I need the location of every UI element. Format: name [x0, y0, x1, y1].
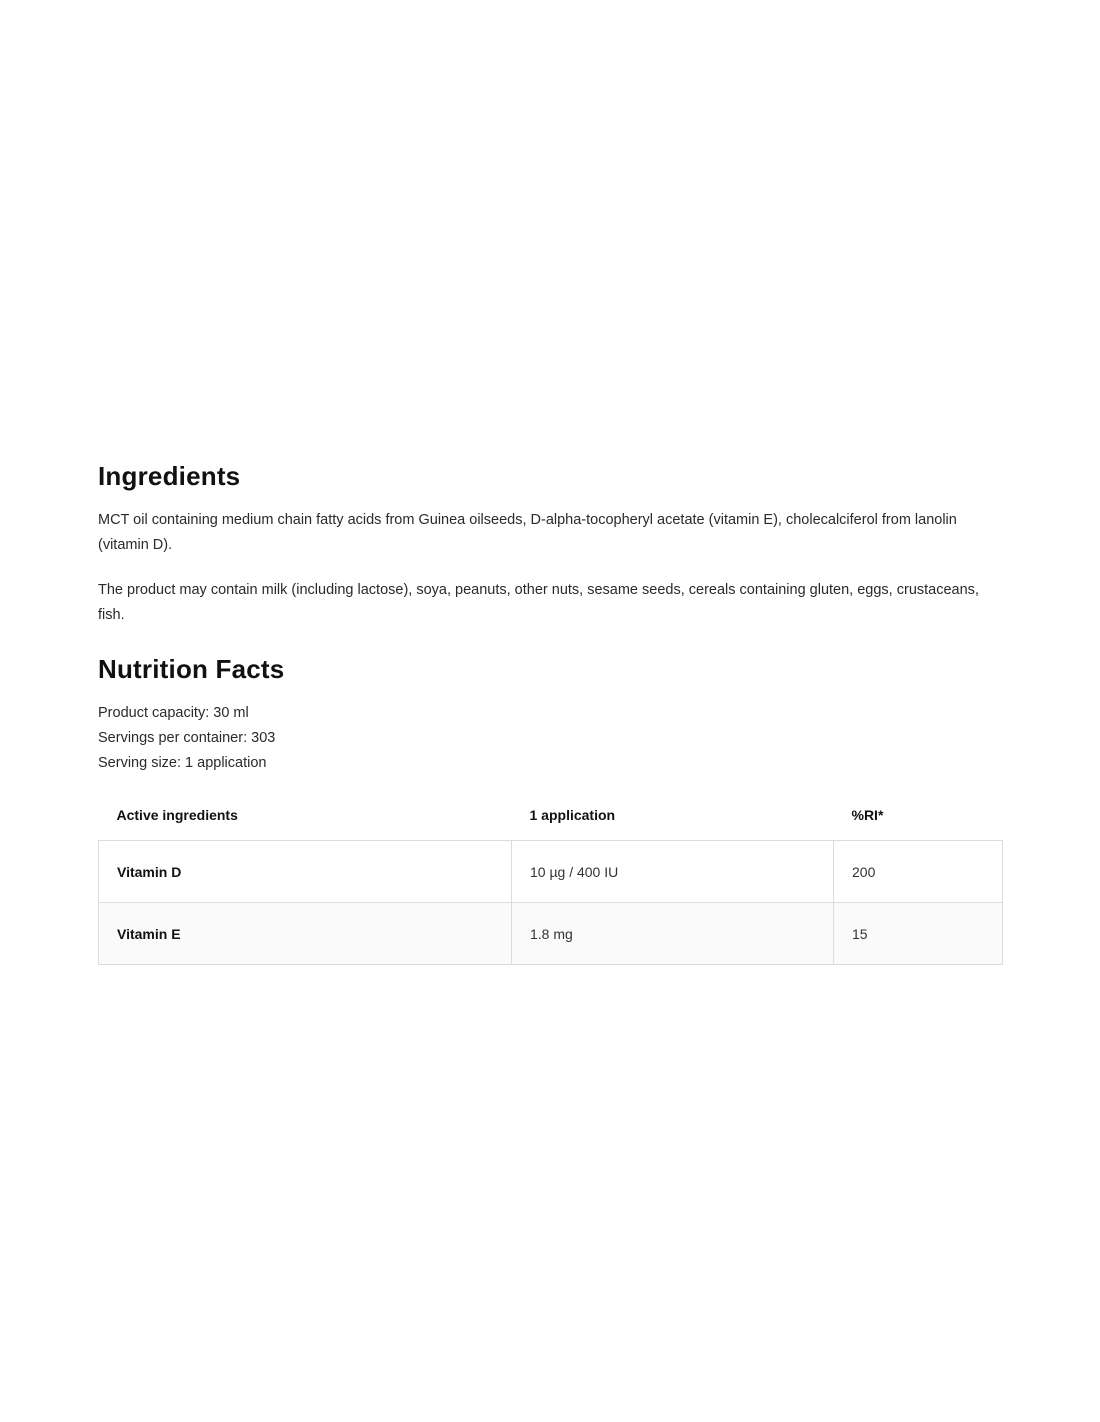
- ingredient-name: Vitamin E: [99, 903, 512, 965]
- servings-per-container: Servings per container: 303: [98, 730, 276, 746]
- product-capacity: Product capacity: 30 ml: [98, 705, 249, 721]
- serving-size: Serving size: 1 application: [98, 755, 267, 771]
- ingredients-heading: Ingredients: [98, 461, 241, 491]
- nutrition-table: [98, 790, 1003, 965]
- nutrition-facts-summary: [98, 701, 1002, 776]
- ingredient-ri: 200: [834, 841, 1003, 903]
- column-header-active-ingredients: Active ingredients: [116, 807, 238, 823]
- ingredients-description: MCT oil containing medium chain fatty acids from Guinea oilseeds, D-alpha-tocopheryl acetate (vitamin E), cholecalciferol from lanolin (vitamin D).: [98, 512, 957, 553]
- ingredient-amount: 1.8 mg: [512, 903, 834, 965]
- column-header-ri: %RI*: [851, 807, 884, 823]
- ingredient-name: Vitamin D: [99, 841, 512, 903]
- column-header-amount: 1 application: [529, 807, 616, 823]
- nutrition-facts-heading: Nutrition Facts: [98, 654, 285, 684]
- ingredient-ri: 15: [834, 903, 1003, 965]
- product-info-section: [98, 455, 1002, 965]
- table-header-row: [99, 790, 1003, 841]
- table-row: [99, 841, 1003, 903]
- table-row: [99, 903, 1003, 965]
- ingredient-amount: 10 µg / 400 IU: [512, 841, 834, 903]
- allergen-warning: The product may contain milk (including lactose), soya, peanuts, other nuts, sesame seeds, cereals containing gluten, eggs, crustaceans, fish.: [98, 582, 979, 623]
